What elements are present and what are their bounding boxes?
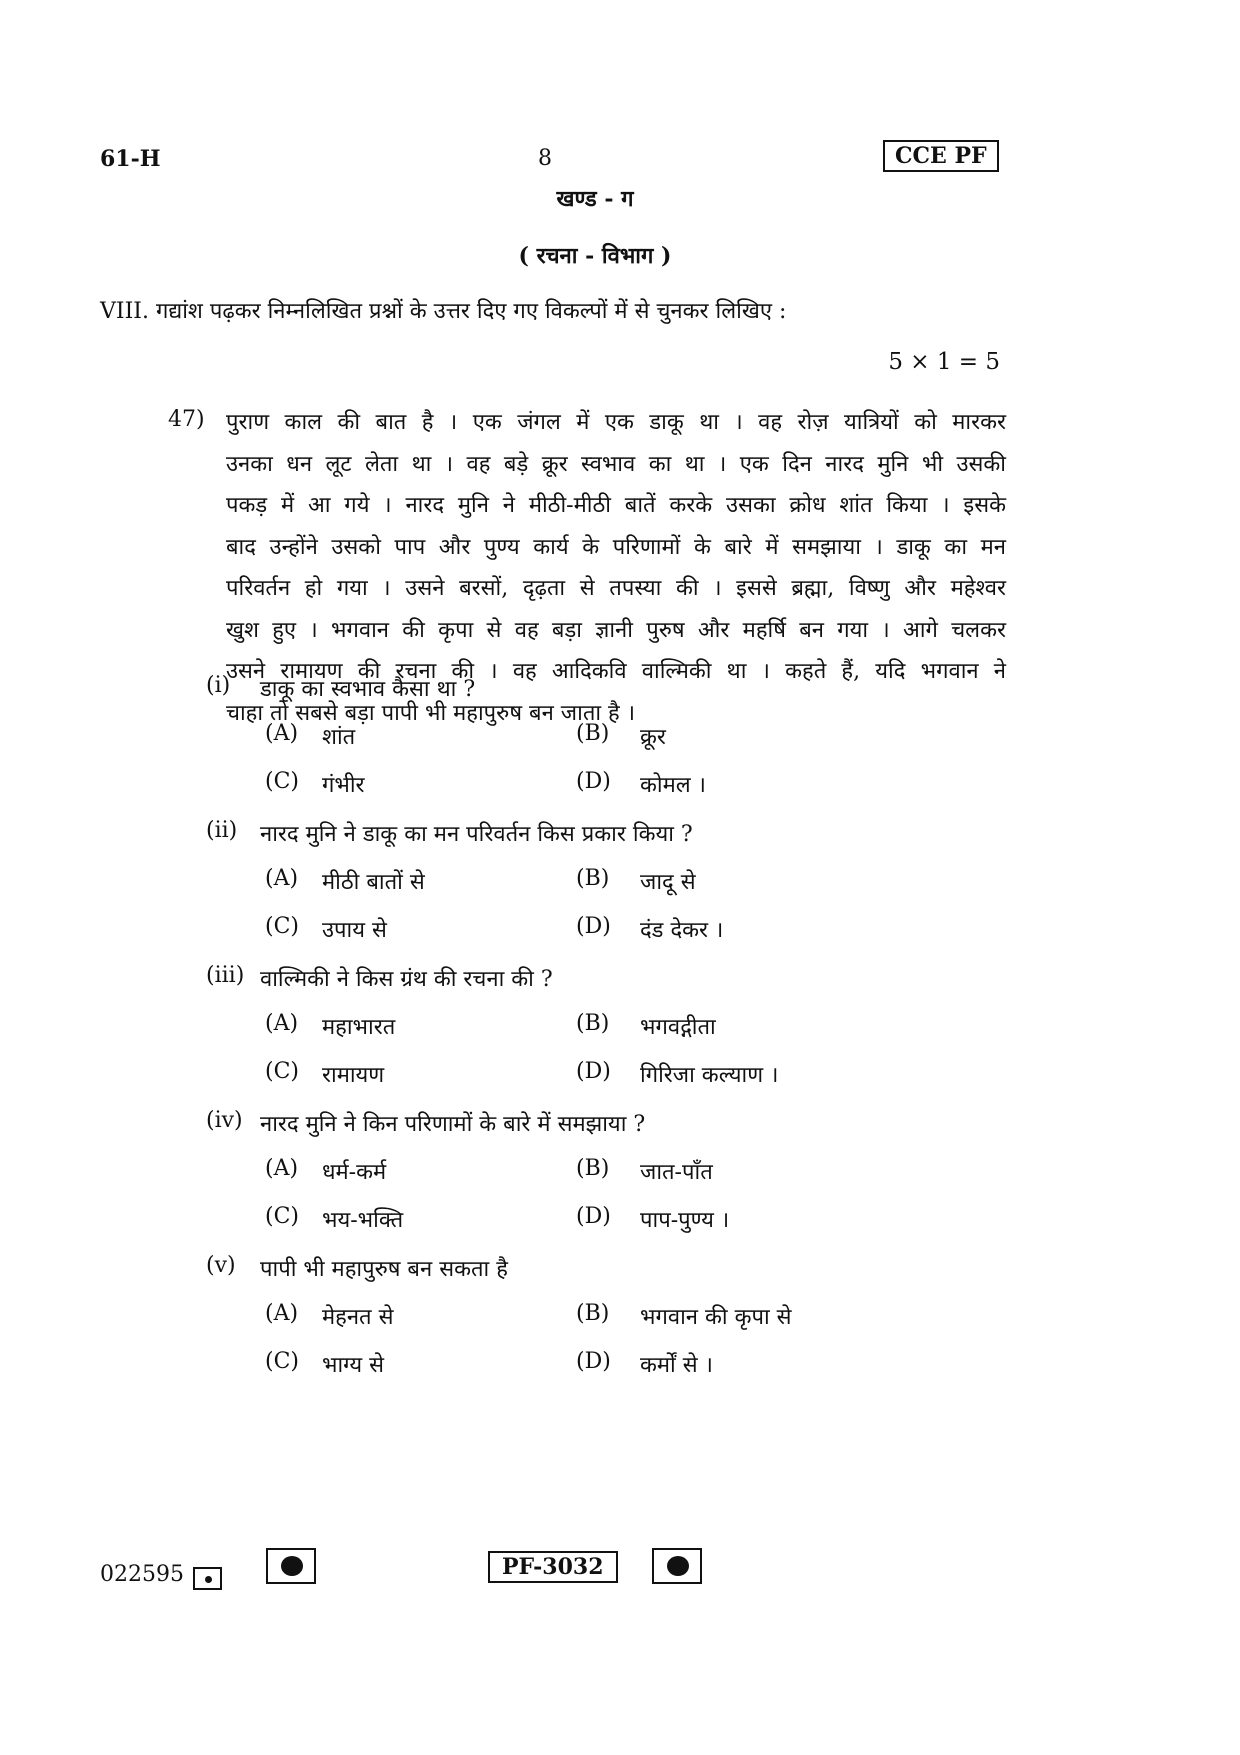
paper-id: PF-3032: [488, 1551, 618, 1583]
option-text: धर्म-कर्म: [322, 1160, 387, 1185]
passage-line: परिवर्तन हो गया । उसने बरसों, दृढ़ता से तपस्या की । इससे ब्रह्मा, विष्णु और महेश्वर: [226, 576, 1006, 601]
option-text: मेहनत से: [322, 1305, 394, 1330]
filled-circle-icon: [281, 1556, 303, 1576]
sub-question-text: नारद मुनि ने किन परिणामों के बारे में समझाया ?: [260, 1112, 646, 1137]
option-label: (D): [576, 1204, 611, 1229]
option-label: (D): [576, 914, 611, 939]
series-badge: CCE PF: [883, 140, 999, 172]
option-label: (B): [576, 721, 610, 746]
sub-question-label: (v): [206, 1253, 236, 1278]
option-text: क्रूर: [640, 725, 666, 750]
option-label: (B): [576, 1011, 610, 1036]
option-text: जादू से: [640, 870, 696, 895]
option-text: गिरिजा कल्याण ।: [640, 1063, 779, 1088]
option-text: पाप-पुण्य ।: [640, 1208, 730, 1233]
section-subtitle: ( रचना - विभाग ): [518, 243, 672, 269]
serial-number: 022595: [100, 1562, 184, 1587]
option-label: (C): [265, 769, 299, 794]
sub-question-text: डाकू का स्वभाव कैसा था ?: [260, 677, 476, 702]
option-label: (A): [265, 1156, 299, 1181]
registration-mark-right: [652, 1548, 702, 1584]
option-label: (C): [265, 1204, 299, 1229]
option-label: (C): [265, 1349, 299, 1374]
option-label: (D): [576, 1059, 611, 1084]
sub-question-label: (iv): [206, 1108, 243, 1133]
serial-marker-box: [193, 1567, 222, 1590]
dot-icon: [205, 1576, 212, 1583]
paper-code: 61-H: [100, 146, 161, 172]
sub-question-text: वाल्मिकी ने किस ग्रंथ की रचना की ?: [260, 967, 553, 992]
option-text: भगवद्गीता: [640, 1015, 716, 1040]
option-text: शांत: [322, 725, 356, 750]
passage-line: खुश हुए । भगवान की कृपा से वह बड़ा ज्ञानी पुरुष और महर्षि बन गया । आगे चलकर: [226, 617, 1006, 643]
question-number: 47): [168, 407, 205, 432]
option-text: दंड देकर ।: [640, 918, 724, 943]
sub-question-text: नारद मुनि ने डाकू का मन परिवर्तन किस प्रकार किया ?: [260, 822, 693, 847]
option-text: भगवान की कृपा से: [640, 1305, 792, 1330]
option-label: (A): [265, 721, 299, 746]
option-label: (B): [576, 1301, 610, 1326]
sub-question-label: (i): [206, 673, 231, 698]
passage-line: उनका धन लूट लेता था । वह बड़े क्रूर स्वभाव का था । एक दिन नारद मुनि भी उसकी: [226, 451, 1006, 477]
option-text: कर्मों से ।: [640, 1353, 713, 1378]
option-text: मीठी बातों से: [322, 870, 425, 895]
filled-circle-icon: [667, 1556, 689, 1576]
option-label: (D): [576, 769, 611, 794]
option-label: (B): [576, 1156, 610, 1181]
option-label: (C): [265, 914, 299, 939]
passage-line: चाहा तो सबसे बड़ा पापी भी महापुरुष बन जाता है ।: [226, 700, 636, 726]
option-label: (D): [576, 1349, 611, 1374]
option-label: (B): [576, 866, 610, 891]
sub-question-label: (ii): [206, 818, 238, 843]
option-text: गंभीर: [322, 773, 365, 798]
option-label: (C): [265, 1059, 299, 1084]
instruction-text: VIII. गद्यांश पढ़कर निम्नलिखित प्रश्नों के उत्तर दिए गए विकल्पों में से चुनकर लिखिए :: [100, 299, 787, 324]
sub-question-label: (iii): [206, 963, 245, 988]
option-label: (A): [265, 1011, 299, 1036]
passage-line: पकड़ में आ गये । नारद मुनि ने मीठी-मीठी बातें करके उसका क्रोध शांत किया । इसके: [226, 493, 1006, 518]
option-text: महाभारत: [322, 1015, 396, 1040]
sub-question-text: पापी भी महापुरुष बन सकता है: [260, 1257, 508, 1282]
passage-line: पुराण काल की बात है । एक जंगल में एक डाकू था । वह रोज़ यात्रियों को मारकर: [226, 410, 1006, 435]
passage-line: बाद उन्होंने उसको पाप और पुण्य कार्य के परिणामों के बारे में समझाया । डाकू का मन: [226, 534, 1006, 560]
option-text: कोमल ।: [640, 773, 706, 798]
section-title: खण्ड - ग: [556, 186, 634, 212]
passage-line: उसने रामायण की रचना की । वह आदिकवि वाल्मिकी था । कहते हैं, यदि भगवान ने: [226, 659, 1006, 684]
option-label: (A): [265, 866, 299, 891]
option-text: रामायण: [322, 1063, 385, 1088]
option-text: जात-पाँत: [640, 1160, 713, 1185]
page-number: 8: [538, 146, 552, 171]
marks-scheme: 5 × 1 = 5: [888, 349, 1000, 375]
option-text: भय-भक्ति: [322, 1208, 404, 1233]
option-label: (A): [265, 1301, 299, 1326]
registration-mark-left: [266, 1548, 316, 1584]
option-text: भाग्य से: [322, 1353, 384, 1378]
option-text: उपाय से: [322, 918, 387, 943]
